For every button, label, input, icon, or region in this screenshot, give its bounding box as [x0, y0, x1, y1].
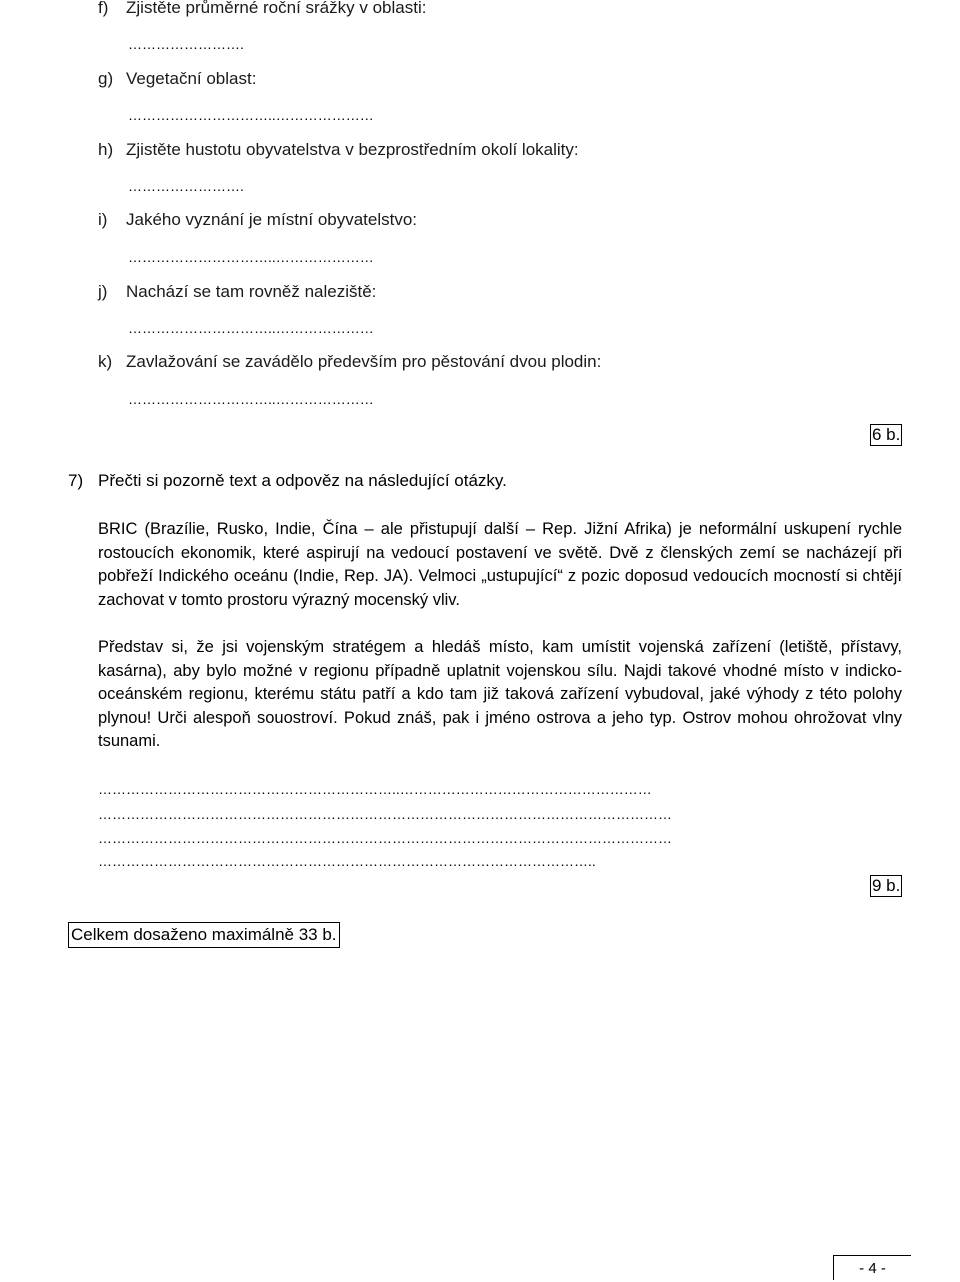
- question-text: Zjistěte hustotu obyvatelstva v bezprostředním okolí lokality:: [126, 140, 579, 159]
- question-prompt: Přečti si pozorně text a odpověz na následující otázky.: [98, 471, 507, 490]
- question-label: j): [98, 282, 108, 301]
- points-box-q7: 9 b.: [872, 876, 901, 895]
- answer-line-j: …………………………..…………………: [128, 320, 374, 336]
- question-j: [98, 281, 376, 303]
- points-box-q6: 6 b.: [872, 425, 901, 444]
- question-f: [98, 0, 426, 19]
- answer-line-i: …………………………..…………………: [128, 249, 374, 265]
- question-text: Nachází se tam rovněž naleziště:: [126, 282, 377, 301]
- question-label: f): [98, 0, 109, 17]
- question-text: Zavlažování se zavádělo především pro pěstování dvou plodin:: [126, 352, 602, 371]
- question-label: k): [98, 352, 113, 371]
- question-text: Vegetační oblast:: [126, 69, 257, 88]
- question-label: 7): [68, 471, 84, 490]
- answer-line-h: …………………….: [128, 178, 244, 194]
- total-points-box: Celkem dosaženo maximálně 33 b.: [68, 922, 340, 948]
- question-i: [98, 209, 417, 231]
- question-g: [98, 68, 256, 90]
- answer-line-f: …………………….: [128, 36, 244, 52]
- paragraph-task: Představ si, že jsi vojenským stratégem a hledáš místo, kam umístit vojenská zařízení (letiště, přístavy, kasárna), aby bylo možné v regionu případně uplatnit vojenskou sílu. Najdi takové vhodné místo v indicko-oceánském regionu, kterému státu patří a kdo tam již taková zařízení vybudoval, jaké výhody z této polohy plynou! Urči alespoň souostroví. Pokud znáš, pak i jméno ostrova a jeho typ. Ostrov mohou ohrožovat vlny tsunami.: [98, 638, 902, 750]
- question-text: Jakého vyznání je místní obyvatelstvo:: [126, 210, 418, 229]
- answer-line-k: …………………………..…………………: [128, 391, 374, 407]
- paragraph-bric: BRIC (Brazílie, Rusko, Indie, Čína – ale přistupují další – Rep. Jižní Afrika) je neformální uskupení rychle rostoucích ekonomik, které aspirují na vedoucí postavení ve světě. Dvě z členských zemí se nacházejí při pobřeží Indického oceánu (Indie, Rep. JA). Velmoci „ustupující“ z pozic doposud vedoucích mocností si chtějí zachovat v tomto prostoru výrazný mocenský vliv.: [98, 520, 902, 609]
- question-label: h): [98, 140, 114, 159]
- question-k: [98, 351, 601, 373]
- answer-line-3: ……………………………………………………………………………………………………………: [98, 830, 672, 846]
- question-label: g): [98, 69, 114, 88]
- answer-line-g: …………………………..…………………: [128, 107, 374, 123]
- question-text: Zjistěte průměrné roční srážky v oblasti:: [126, 0, 427, 17]
- answer-line-4: ……………………………………………………………………………………………..: [98, 853, 596, 869]
- answer-line-1: ………………………………………………………..………………………………………………: [98, 781, 652, 797]
- page-number: - 4 -: [833, 1255, 911, 1280]
- question-h: [98, 139, 579, 161]
- question-7: [68, 470, 507, 492]
- answer-line-2: ……………………………………………………………………………………………………………: [98, 806, 672, 822]
- question-label: i): [98, 210, 108, 229]
